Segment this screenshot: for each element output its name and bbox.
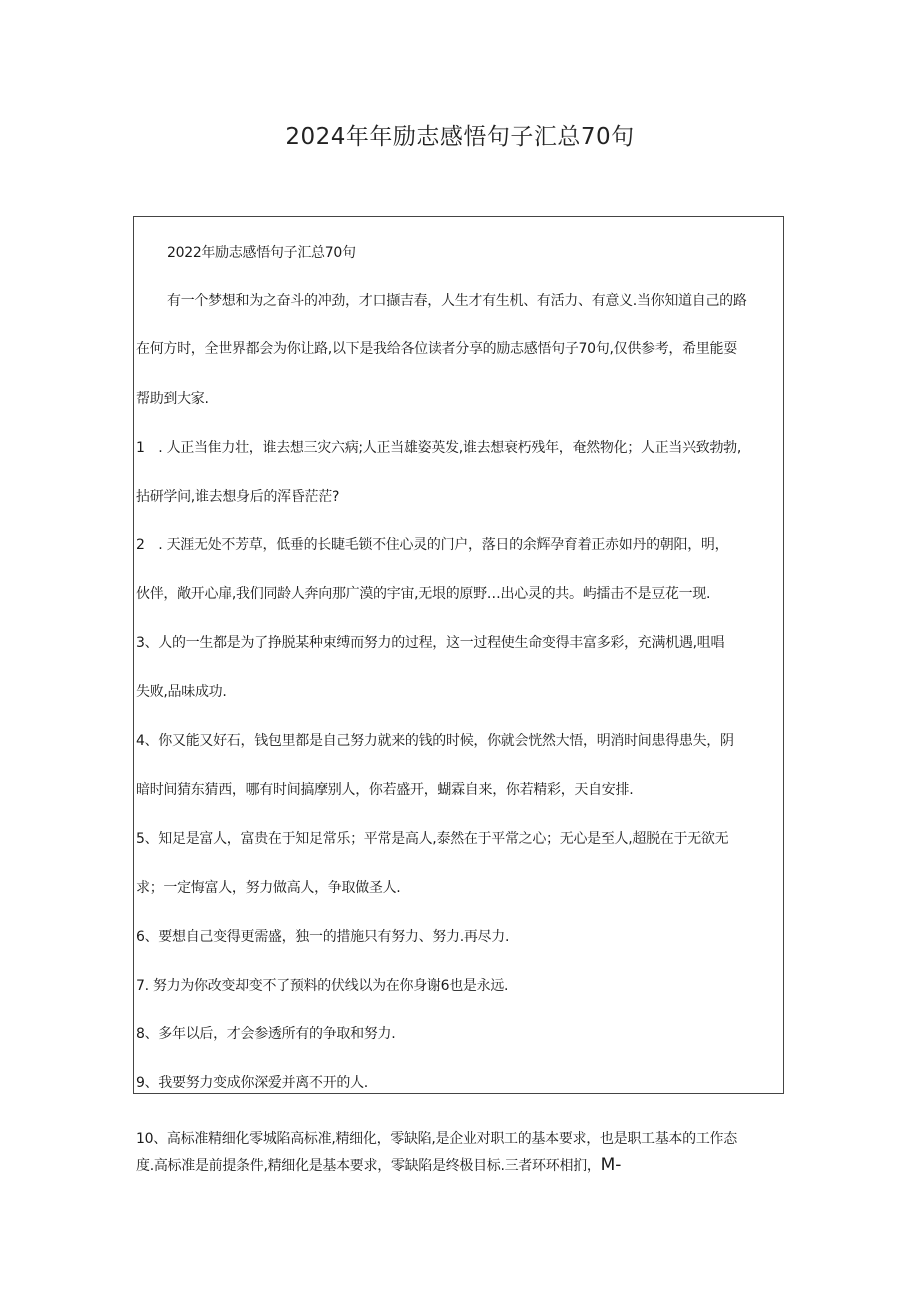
intro-line-1: 有一个梦想和为之奋斗的冲劲，才口撷吉春，人生才有生机、有活力、有意义.当你知道自己的路 [167, 293, 747, 309]
box-heading: 2022年励志感悟句子汇总70句 [167, 245, 356, 261]
item-1-line-1: 1 . 人正当隹力壮，谁去想三灾六病;人正当雄姿英发,谁去想衰朽残年，奄然物化；人正当兴致勃勃, [136, 440, 742, 456]
item-8: 8、多年以后，才会参透所有的争取和努力. [136, 1026, 396, 1042]
item-5-line-1: 5、知足是富人，富贵在于知足常乐；平常是高人,泰然在于平常之心；无心是至人,超脱在于无欲无 [136, 831, 729, 847]
document-title: 2024年年励志感悟句子汇总70句 [285, 124, 635, 150]
item-3-line-2: 失败,品味成功. [136, 684, 227, 700]
item-10-line-2-text: 度.高标准是前提条件,精细化是基本要求，零缺陷是终极目标.三者环环相扪， [136, 1158, 601, 1174]
item-6: 6、要想自己变得更需盛，独一的措施只有努力、努力.再尽力. [136, 929, 510, 945]
item-2-line-2: 伙伴，敞开心扉,我们同龄人奔向那广漠的宇宙,无垠的原野…出心灵的共。屿擂击不是豆花一现. [136, 586, 711, 602]
item-5-line-2: 求；一定悔富人，努力做高人，争取做圣人. [136, 880, 401, 896]
item-3-line-1: 3、人的一生都是为了挣脱某种束缚而努力的过程，这一过程使生命变得丰富多彩，充满机遇,咀唱 [136, 635, 725, 651]
item-4-line-1: 4、你又能又好石，钱包里都是自己努力就来的钱的时候，你就会恍然大悟，明消时间患得患失，阴 [136, 733, 734, 749]
item-10-line-2 [136, 1155, 621, 1175]
item-9: 9、我要努力变成你深爱并离不开的人. [136, 1075, 368, 1091]
intro-line-2: 在何方时，全世界都会为你让路,以下是我给各位读者分享的励志感悟句子70句,仅供参考，希里能耍 [136, 341, 737, 357]
item-7: 7. 努力为你改变却变不了预料的伏线以为在你身谢6也是永远. [136, 978, 509, 994]
item-2-line-1: 2 . 天涯无处不芳草，低垂的长睫毛锁不住心灵的门户，落日的余辉孕育着正赤如丹的朝阳，明， [136, 537, 729, 553]
item-10-line-2-tail: M- [600, 1155, 622, 1175]
item-4-line-2: 暗时间猜东猜西，哪有时间搞摩别人，你若盛开，蝴霖自来，你若精彩，天自安排. [136, 782, 634, 798]
item-10-line-1: 10、高标准精细化零城陷高标准,精细化，零缺陷,是企业对职工的基本要求，也是职工基本的工作态 [136, 1131, 737, 1147]
intro-line-3: 帮助到大家. [136, 391, 209, 407]
item-1-line-2: 拈研学问,谁去想身后的浑昏茫茫? [136, 489, 340, 505]
